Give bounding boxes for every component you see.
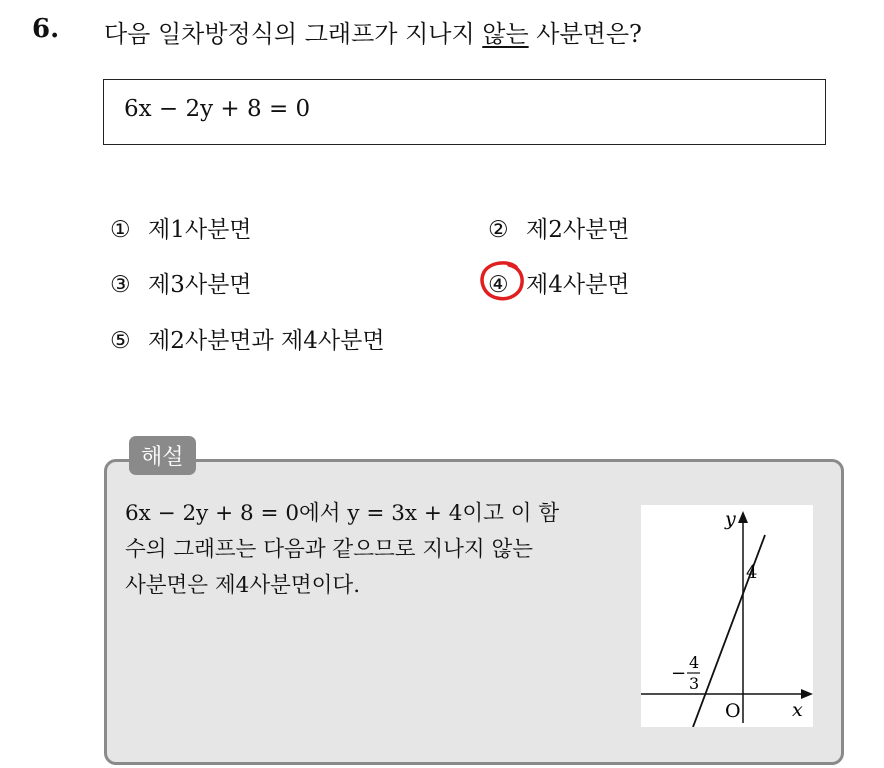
choice-4-mark: ④ [488, 272, 509, 298]
x-intercept-numerator: 4 [689, 653, 700, 672]
solution-tag: 해설 [129, 436, 196, 475]
solution-text [125, 496, 615, 604]
choice-1[interactable] [110, 211, 252, 244]
choice-2-mark: ② [488, 217, 509, 243]
origin-label: O [725, 700, 741, 722]
question-text [104, 14, 642, 49]
equation-box [103, 79, 826, 145]
x-intercept-sign: − [671, 663, 687, 684]
choice-1-mark: ① [110, 217, 131, 243]
choice-3-label: 제3사분면 [148, 272, 252, 298]
y-intercept-label: 4 [746, 562, 758, 583]
answer-circle-mark [478, 259, 528, 303]
choice-5[interactable] [110, 322, 385, 355]
choice-2[interactable] [488, 211, 630, 244]
y-axis-arrow [738, 511, 748, 523]
question-text-after: 사분면은? [528, 20, 642, 48]
y-axis-label: y [725, 508, 736, 530]
choice-2-label: 제2사분면 [526, 217, 630, 243]
x-intercept-denominator: 3 [689, 674, 700, 693]
solution-line: 6x − 2y + 8 = 0에서 y = 3x + 4이고 이 함 [125, 501, 560, 526]
solution-line: 사분면은 제4사분면이다. [125, 573, 361, 598]
solution-graph [641, 505, 813, 727]
choice-3[interactable] [110, 266, 252, 299]
choice-5-mark: ⑤ [110, 328, 131, 354]
question-number: 6. [32, 14, 60, 44]
choice-3-mark: ③ [110, 272, 131, 298]
equation: 6x − 2y + 8 = 0 [124, 96, 311, 122]
choice-5-label: 제2사분면과 제4사분면 [148, 328, 385, 354]
question-text-underlined: 않는 [482, 20, 529, 48]
choice-4-label: 제4사분면 [526, 272, 630, 298]
solution-line: 수의 그래프는 다음과 같으므로 지나지 않는 [125, 537, 534, 562]
x-axis-label: x [792, 699, 803, 721]
x-axis-arrow [801, 689, 813, 699]
question-text-before: 다음 일차방정식의 그래프가 지나지 [104, 20, 483, 48]
choice-1-label: 제1사분면 [148, 217, 252, 243]
